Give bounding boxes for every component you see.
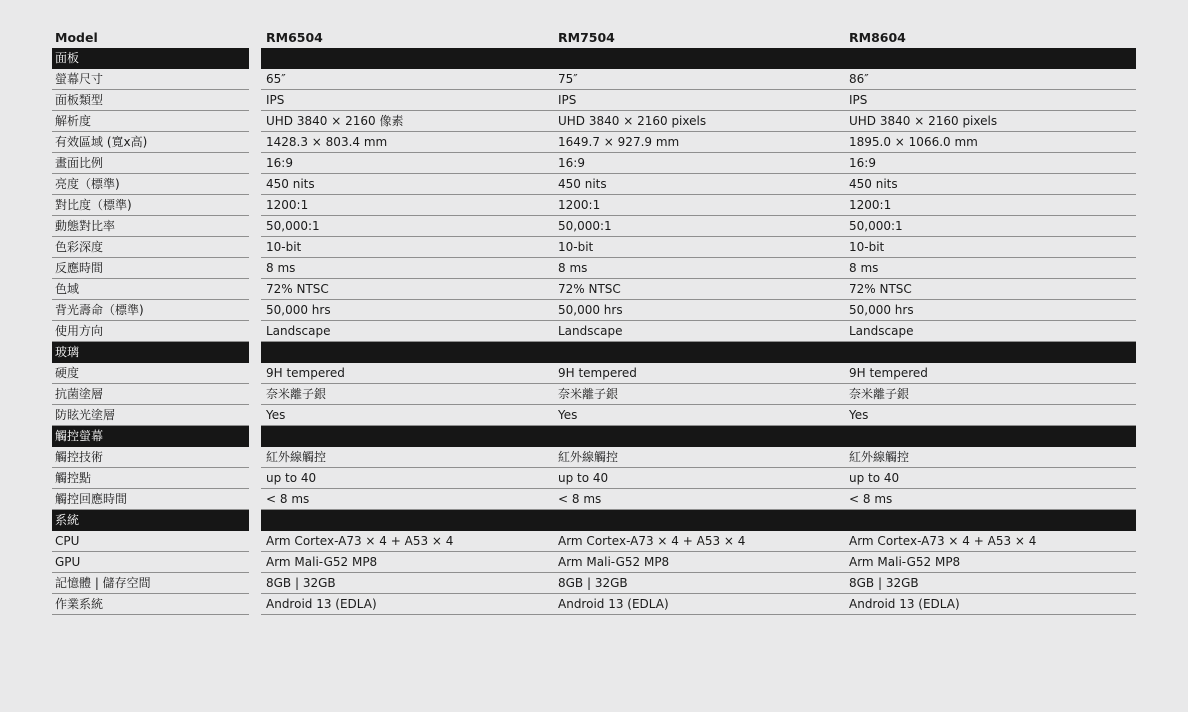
section-bar: [261, 510, 1136, 531]
spec-value: 奈米離子銀: [261, 384, 553, 405]
section-title: 玻璃: [52, 342, 249, 363]
spec-value: 8 ms: [261, 258, 553, 279]
model-name: RM7504: [558, 30, 615, 45]
spec-label: 有效區域 (寬x高): [52, 132, 249, 153]
spec-value: 16:9: [261, 153, 553, 174]
spec-label: 面板類型: [52, 90, 249, 111]
section-bar: [261, 48, 1136, 69]
spec-value: Landscape: [844, 321, 1136, 342]
section-bar: [261, 426, 1136, 447]
table-row: [52, 90, 1136, 111]
spec-table: [52, 28, 1136, 615]
table-row: [52, 384, 1136, 405]
spec-value: 72% NTSC: [844, 279, 1136, 300]
section-title: 面板: [52, 48, 249, 69]
spec-label: 畫面比例: [52, 153, 249, 174]
spec-label: 硬度: [52, 363, 249, 384]
spec-value: 1200:1: [261, 195, 553, 216]
spec-label: 對比度（標準): [52, 195, 249, 216]
spec-value: < 8 ms: [553, 489, 844, 510]
spec-value: 1200:1: [553, 195, 844, 216]
table-row: [52, 258, 1136, 279]
spec-value: < 8 ms: [261, 489, 553, 510]
model-name: RM6504: [266, 30, 323, 45]
spec-label: CPU: [52, 531, 249, 552]
spec-value: Yes: [261, 405, 553, 426]
spec-value: 50,000 hrs: [844, 300, 1136, 321]
spec-value: up to 40: [261, 468, 553, 489]
spec-value: 8GB | 32GB: [553, 573, 844, 594]
table-row: [52, 300, 1136, 321]
spec-value: up to 40: [844, 468, 1136, 489]
spec-value: 10-bit: [844, 237, 1136, 258]
section-header-row: [52, 426, 1136, 447]
spec-value: up to 40: [553, 468, 844, 489]
table-row: [52, 69, 1136, 90]
table-row: [52, 468, 1136, 489]
spec-value: 450 nits: [844, 174, 1136, 195]
table-row: [52, 174, 1136, 195]
spec-value: UHD 3840 × 2160 pixels: [844, 111, 1136, 132]
spec-label: 螢幕尺寸: [52, 69, 249, 90]
spec-value: 1649.7 × 927.9 mm: [553, 132, 844, 153]
spec-value: 75″: [553, 69, 844, 90]
spec-value: Landscape: [261, 321, 553, 342]
spec-label: 抗菌塗層: [52, 384, 249, 405]
spec-label: GPU: [52, 552, 249, 573]
spec-value: 50,000 hrs: [553, 300, 844, 321]
spec-value: 1200:1: [844, 195, 1136, 216]
spec-value: Android 13 (EDLA): [844, 594, 1136, 615]
model-name: RM8604: [849, 30, 906, 45]
section-bar: [261, 342, 1136, 363]
spec-label: 記憶體 | 儲存空間: [52, 573, 249, 594]
table-row: [52, 111, 1136, 132]
spec-value: Arm Mali-G52 MP8: [261, 552, 553, 573]
table-row: [52, 321, 1136, 342]
spec-value: 65″: [261, 69, 553, 90]
spec-value: 450 nits: [553, 174, 844, 195]
spec-value: 8GB | 32GB: [261, 573, 553, 594]
table-row: [52, 153, 1136, 174]
spec-value: IPS: [553, 90, 844, 111]
spec-value: 72% NTSC: [553, 279, 844, 300]
spec-value: Arm Cortex-A73 × 4 + A53 × 4: [261, 531, 553, 552]
spec-value: 72% NTSC: [261, 279, 553, 300]
table-row: [52, 489, 1136, 510]
spec-value: Arm Cortex-A73 × 4 + A53 × 4: [844, 531, 1136, 552]
table-row: [52, 132, 1136, 153]
spec-value: 9H tempered: [261, 363, 553, 384]
section-title: 系統: [52, 510, 249, 531]
spec-value: 50,000:1: [261, 216, 553, 237]
spec-value: 奈米離子銀: [553, 384, 844, 405]
spec-label: 動態對比率: [52, 216, 249, 237]
section-header-row: [52, 48, 1136, 69]
spec-value: 8 ms: [553, 258, 844, 279]
spec-value: Yes: [844, 405, 1136, 426]
spec-label: 觸控點: [52, 468, 249, 489]
section-header-row: [52, 510, 1136, 531]
spec-label: 色域: [52, 279, 249, 300]
section-header-row: [52, 342, 1136, 363]
table-row: [52, 552, 1136, 573]
spec-value: 紅外線觸控: [844, 447, 1136, 468]
table-row: [52, 363, 1136, 384]
spec-value: 8GB | 32GB: [844, 573, 1136, 594]
table-header-row: [52, 28, 1136, 48]
spec-label: 背光壽命（標準): [52, 300, 249, 321]
spec-value: 450 nits: [261, 174, 553, 195]
spec-value: 50,000 hrs: [261, 300, 553, 321]
table-row: [52, 594, 1136, 615]
spec-value: 50,000:1: [844, 216, 1136, 237]
spec-value: Android 13 (EDLA): [261, 594, 553, 615]
table-row: [52, 531, 1136, 552]
spec-label: 色彩深度: [52, 237, 249, 258]
spec-value: 86″: [844, 69, 1136, 90]
spec-label: 觸控回應時間: [52, 489, 249, 510]
spec-rows: [52, 48, 1136, 615]
spec-value: 10-bit: [553, 237, 844, 258]
spec-value: IPS: [261, 90, 553, 111]
spec-value: 50,000:1: [553, 216, 844, 237]
spec-label: 觸控技術: [52, 447, 249, 468]
spec-label: 防眩光塗層: [52, 405, 249, 426]
spec-value: UHD 3840 × 2160 pixels: [553, 111, 844, 132]
spec-label: 作業系統: [52, 594, 249, 615]
spec-label: 解析度: [52, 111, 249, 132]
model-column-label: Model: [55, 30, 98, 45]
spec-value: Arm Cortex-A73 × 4 + A53 × 4: [553, 531, 844, 552]
spec-value: Landscape: [553, 321, 844, 342]
spec-value: 16:9: [844, 153, 1136, 174]
table-row: [52, 195, 1136, 216]
table-row: [52, 237, 1136, 258]
spec-value: 8 ms: [844, 258, 1136, 279]
table-row: [52, 447, 1136, 468]
spec-value: 9H tempered: [553, 363, 844, 384]
spec-value: 紅外線觸控: [553, 447, 844, 468]
spec-value: < 8 ms: [844, 489, 1136, 510]
spec-value: Android 13 (EDLA): [553, 594, 844, 615]
section-title: 觸控螢幕: [52, 426, 249, 447]
spec-value: 9H tempered: [844, 363, 1136, 384]
spec-label: 亮度（標準): [52, 174, 249, 195]
spec-label: 反應時間: [52, 258, 249, 279]
table-row: [52, 279, 1136, 300]
spec-value: 10-bit: [261, 237, 553, 258]
spec-value: 1428.3 × 803.4 mm: [261, 132, 553, 153]
spec-value: Arm Mali-G52 MP8: [844, 552, 1136, 573]
spec-label: 使用方向: [52, 321, 249, 342]
spec-value: 紅外線觸控: [261, 447, 553, 468]
spec-value: Arm Mali-G52 MP8: [553, 552, 844, 573]
spec-value: 16:9: [553, 153, 844, 174]
table-row: [52, 405, 1136, 426]
spec-value: 奈米離子銀: [844, 384, 1136, 405]
table-row: [52, 573, 1136, 594]
spec-value: 1895.0 × 1066.0 mm: [844, 132, 1136, 153]
spec-value: UHD 3840 × 2160 像素: [261, 111, 553, 132]
table-row: [52, 216, 1136, 237]
spec-value: Yes: [553, 405, 844, 426]
spec-value: IPS: [844, 90, 1136, 111]
